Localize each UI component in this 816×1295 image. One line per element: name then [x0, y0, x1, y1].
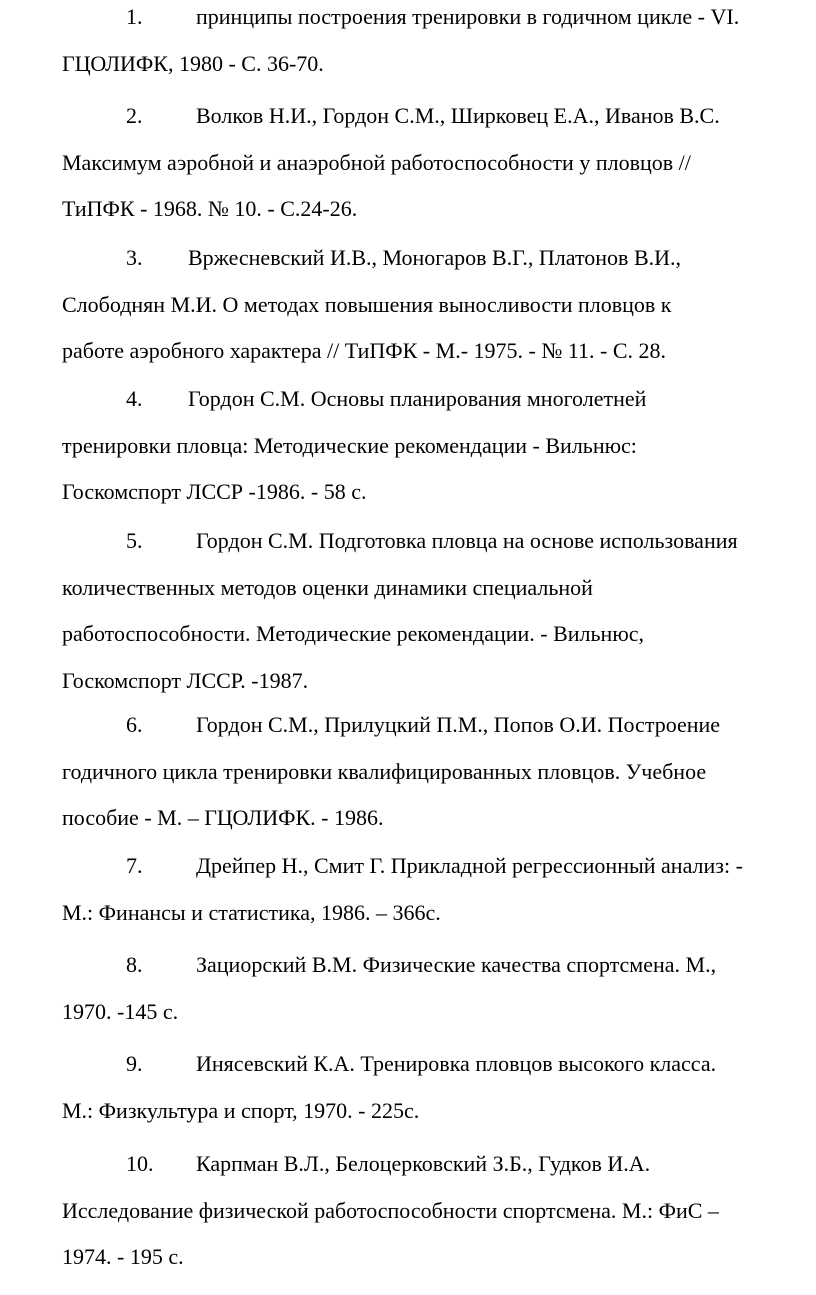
reference-text-line: Гордон С.М. Подготовка пловца на основе использования	[196, 528, 738, 553]
reference-number: 10.	[126, 1151, 154, 1176]
reference-text-line: Карпман В.Л., Белоцерковский З.Б., Гудков И.А.	[196, 1151, 651, 1176]
reference-item-1	[62, 0, 814, 87]
reference-first-line	[62, 942, 814, 989]
reference-number: 6.	[126, 712, 143, 737]
reference-item-2	[62, 93, 814, 233]
reference-text-line: 1974. - 195 с.	[62, 1244, 184, 1269]
reference-item-3	[62, 235, 814, 375]
reference-text-line: работоспособности. Методические рекомендации. - Вильнюс,	[62, 621, 645, 646]
reference-text-line: количественных методов оценки динамики специальной	[62, 574, 593, 600]
reference-item-7	[62, 843, 814, 936]
reference-first-line	[62, 1041, 814, 1088]
reference-first-line	[62, 93, 814, 140]
reference-first-line	[62, 702, 814, 749]
reference-text-line: М.: Финансы и статистика, 1986. – 366с.	[62, 899, 441, 925]
reference-first-line	[62, 843, 814, 890]
reference-text-line: ГЦОЛИФК, 1980 - С. 36-70.	[62, 50, 324, 76]
reference-text-line: Госкомспорт ЛССР. -1987.	[62, 667, 309, 693]
reference-text-line: Инясевский К.А. Тренировка пловцов высокого класса.	[196, 1051, 717, 1076]
reference-text-line: М.: Физкультура и спорт, 1970. - 225с.	[62, 1097, 420, 1123]
reference-number: 5.	[126, 528, 143, 553]
reference-number: 3.	[126, 245, 143, 270]
reference-number: 7.	[126, 853, 143, 878]
reference-item-9	[62, 1041, 814, 1134]
reference-text-line: Вржесневский И.В., Моногаров В.Г., Платонов В.И.,	[188, 245, 682, 270]
reference-item-10	[62, 1141, 814, 1281]
reference-text-line: Волков Н.И., Гордон С.М., Ширковец Е.А., Иванов В.С.	[196, 103, 720, 128]
reference-item-5	[62, 518, 814, 704]
reference-text-line: Зациорский В.М. Физические качества спортсмена. М.,	[196, 952, 717, 977]
reference-text-line: ТиПФК - 1968. № 10. - С.24-26.	[62, 196, 358, 221]
reference-number: 4.	[126, 386, 143, 411]
reference-item-4	[62, 376, 814, 516]
reference-text-line: 1970. -145 с.	[62, 998, 179, 1024]
reference-text-line: Исследование физической работоспособности спортсмена. М.: ФиС –	[62, 1197, 719, 1223]
reference-text-line: работе аэробного характера // ТиПФК - М.- 1975. - № 11. - С. 28.	[62, 338, 667, 363]
reference-first-line	[62, 0, 814, 41]
reference-text-line: Дрейпер Н., Смит Г. Прикладной регрессионный анализ: -	[196, 853, 743, 878]
reference-first-line	[62, 235, 814, 282]
reference-number: 8.	[126, 952, 143, 977]
reference-first-line	[62, 518, 814, 565]
reference-text-line: Максимум аэробной и анаэробной работоспособности у пловцов //	[62, 149, 691, 175]
reference-text-line: Госкомспорт ЛССР -1986. - 58 с.	[62, 479, 367, 504]
reference-number: 1.	[126, 4, 143, 29]
reference-text-line: Слободнян М.И. О методах повышения выносливости пловцов к	[62, 291, 672, 317]
reference-first-line	[62, 1141, 814, 1188]
reference-item-8	[62, 942, 814, 1035]
reference-text-line: годичного цикла тренировки квалифицированных пловцов. Учебное	[62, 758, 707, 784]
reference-number: 9.	[126, 1051, 143, 1076]
reference-text-line: Гордон С.М. Основы планирования многолетней	[188, 386, 647, 411]
reference-text-line: пособие - М. – ГЦОЛИФК. - 1986.	[62, 805, 384, 830]
reference-text-line: тренировки пловца: Методические рекомендации - Вильнюс:	[62, 432, 637, 458]
reference-first-line	[62, 376, 814, 423]
reference-text-line: Гордон С.М., Прилуцкий П.М., Попов О.И. Построение	[196, 712, 721, 737]
reference-text-line: принципы построения тренировки в годичном цикле - VI.	[196, 4, 740, 29]
reference-item-6	[62, 702, 814, 842]
reference-number: 2.	[126, 103, 143, 128]
